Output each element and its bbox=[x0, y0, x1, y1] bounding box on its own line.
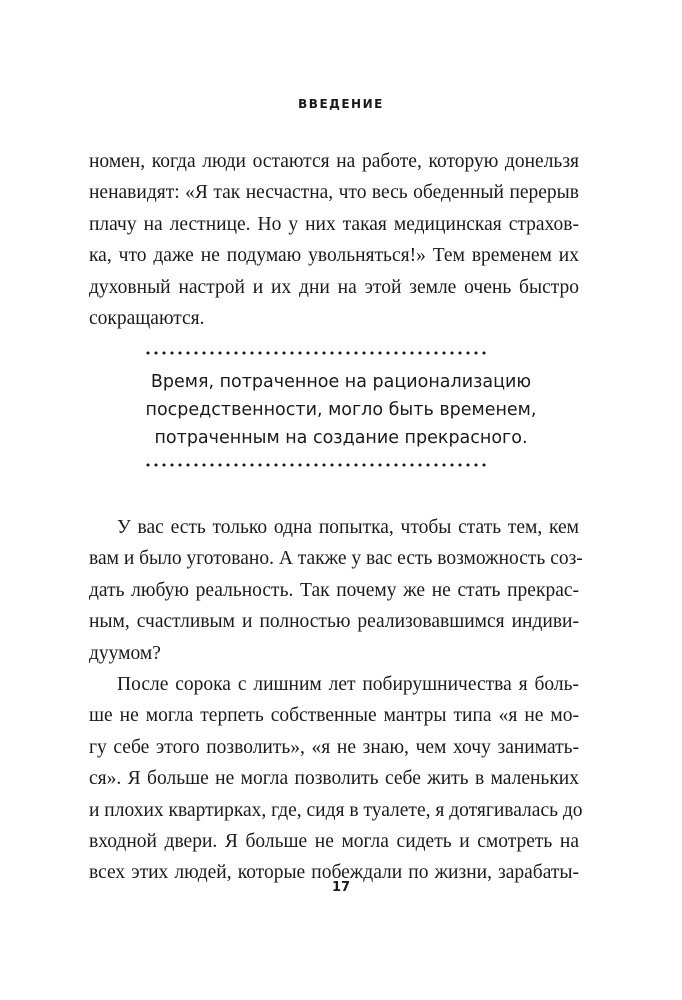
page-number: 17 bbox=[331, 880, 351, 895]
pull-quote bbox=[100, 368, 582, 452]
quote-line: посредственности, могло быть временем, bbox=[145, 400, 537, 420]
paragraph-continuation bbox=[89, 146, 579, 334]
text-line: ным, счастливым и полностью реализовавшимся индиви- bbox=[89, 611, 579, 633]
running-header: ВВЕДЕНИЕ bbox=[298, 97, 384, 111]
dotted-divider-bottom bbox=[144, 462, 488, 468]
text-line: всех этих людей, которые побеждали по жизни, зарабаты- bbox=[89, 862, 579, 884]
text-line: гу себе этого позволить», «я не знаю, чем хочу занимать- bbox=[89, 736, 579, 758]
quote-line: потраченным на создание прекрасного. bbox=[154, 428, 528, 448]
text-line: дуумом? bbox=[89, 642, 161, 664]
quote-line: Время, потраченное на рационализацию bbox=[150, 372, 532, 392]
body-text bbox=[89, 512, 583, 889]
text-line: У вас есть только одна попытка, чтобы стать тем, кем bbox=[117, 517, 579, 538]
text-line: номен, когда люди остаются на работе, которую донельзя bbox=[89, 151, 579, 172]
text-line: ка, что даже не подумаю увольняться!» Тем временем их bbox=[89, 245, 579, 267]
text-line: дать любую реальность. Так почему же не стать прекрас- bbox=[89, 579, 579, 601]
text-line: сокращаются. bbox=[89, 307, 205, 329]
text-line: ше не могла терпеть собственные мантры типа «я не мо- bbox=[89, 705, 579, 727]
text-line: вам и было уготовано. А также у вас есть возможность соз- bbox=[89, 548, 583, 570]
text-line: и плохих квартирках, где, сидя в туалете, я дотягивалась до bbox=[89, 799, 583, 821]
text-line: плачу на лестнице. Но у них такая медицинская страхов- bbox=[89, 213, 579, 235]
text-line: После сорока с лишним лет побирушничества я боль- bbox=[117, 673, 579, 695]
text-line: ненавидят: «Я так несчастна, что весь обеденный перерыв bbox=[89, 182, 579, 204]
dotted-divider-top bbox=[144, 350, 488, 356]
text-line: ся». Я больше не могла позволить себе жить в маленьких bbox=[89, 768, 579, 790]
text-line: духовный настрой и их дни на этой земле очень быстро bbox=[89, 276, 579, 298]
text-line: входной двери. Я больше не могла сидеть и смотреть на bbox=[89, 830, 579, 852]
